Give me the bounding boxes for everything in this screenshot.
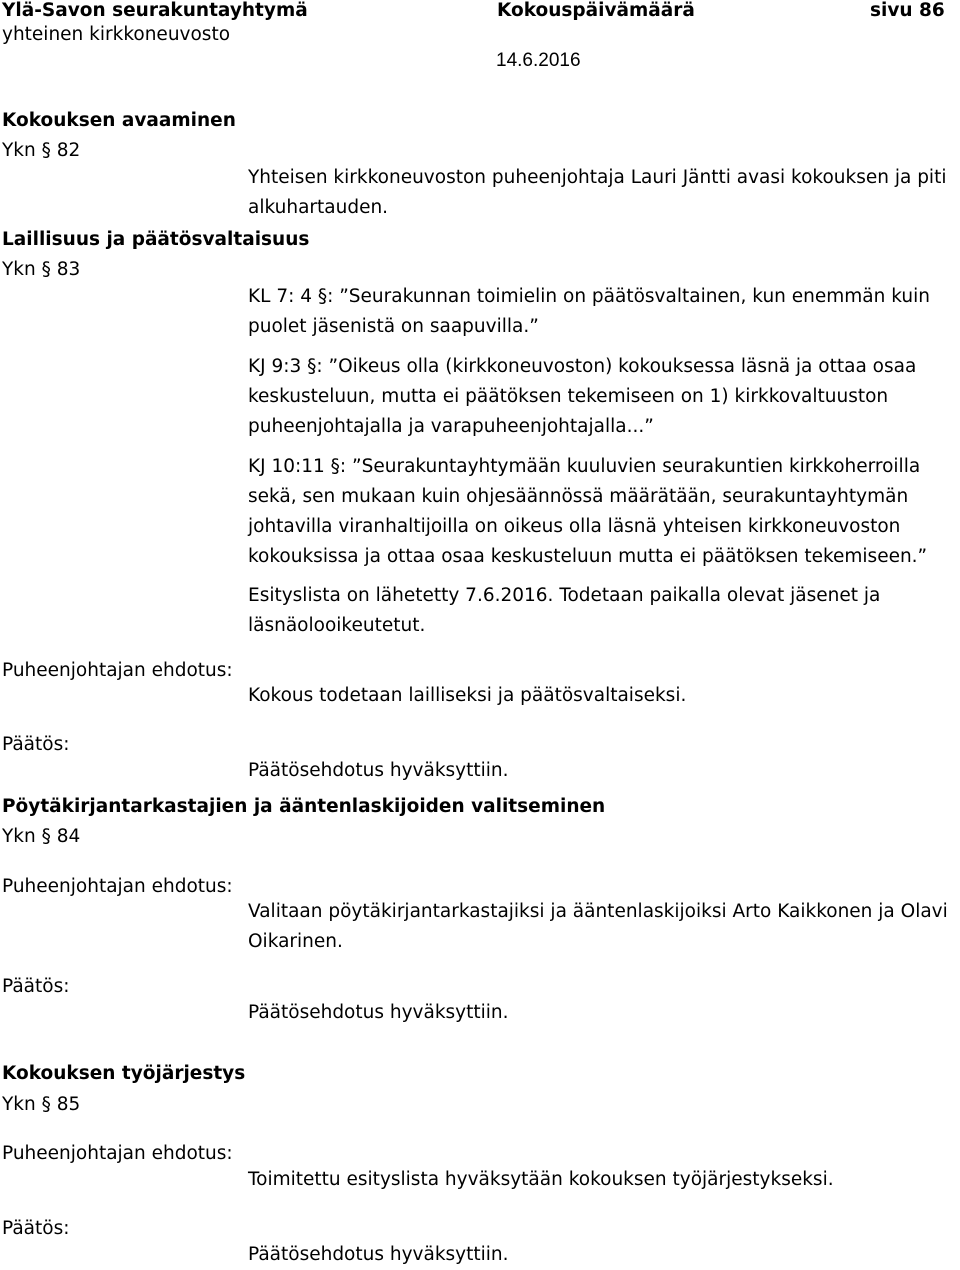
paragraph: Toimitettu esityslista hyväksytään kokouksen työjärjestykseksi. xyxy=(248,1169,834,1190)
paragraph: Päätösehdotus hyväksyttiin. xyxy=(248,760,509,781)
paragraph: Yhteisen kirkkoneuvoston puheenjohtaja Lauri Jäntti avasi kokouksen ja piti alkuhartauden. xyxy=(248,167,947,218)
section-number: Ykn § 82 xyxy=(2,140,81,161)
proposal-text xyxy=(248,681,960,711)
section-title: Pöytäkirjantarkastajien ja ääntenlaskijoiden valitseminen xyxy=(2,796,606,817)
body-name: yhteinen kirkkoneuvosto xyxy=(2,24,231,45)
proposal-text xyxy=(248,897,960,957)
section-title: Kokouksen avaaminen xyxy=(2,110,236,131)
decision-label: Päätös: xyxy=(2,734,70,755)
legal-quote xyxy=(248,452,960,572)
paragraph: KJ 9:3 §: ”Oikeus olla (kirkkoneuvoston) kokouksessa läsnä ja ottaa osaa keskusteluun, mutta ei päätöksen tekemiseen on 1) kirkkovaltuuston puheenjohtajalla ja varapuheenjohtajalla...” xyxy=(248,356,917,437)
proposal-text xyxy=(248,1165,960,1195)
paragraph: Kokous todetaan lailliseksi ja päätösvaltaiseksi. xyxy=(248,685,687,706)
proposal-label: Puheenjohtajan ehdotus: xyxy=(2,660,233,681)
section-text xyxy=(248,163,960,223)
paragraph: KL 7: 4 §: ”Seurakunnan toimielin on päätösvaltainen, kun enemmän kuin puolet jäsenistä on saapuvilla.” xyxy=(248,286,930,337)
proposal-label: Puheenjohtajan ehdotus: xyxy=(2,876,233,897)
legal-quote xyxy=(248,282,960,342)
section-number: Ykn § 85 xyxy=(2,1094,81,1115)
section-number: Ykn § 83 xyxy=(2,259,81,280)
decision-label: Päätös: xyxy=(2,976,70,997)
organization-name: Ylä-Savon seurakuntayhtymä xyxy=(2,0,308,21)
section-title: Kokouksen työjärjestys xyxy=(2,1063,246,1084)
legal-quote xyxy=(248,352,960,442)
paragraph: KJ 10:11 §: ”Seurakuntayhtymään kuuluvien seurakuntien kirkkoherroilla sekä, sen mukaan kuin ohjesäännössä määrätään, seurakuntayhtymän johtavilla viranhaltijoilla on oikeus olla läsnä yhteisen kirkkoneuvoston kokouksissa ja ottaa osaa keskusteluun mutta ei päätöksen tekemiseen.” xyxy=(248,456,928,567)
paragraph: Päätösehdotus hyväksyttiin. xyxy=(248,1002,509,1023)
meeting-date-label: Kokouspäivämäärä xyxy=(497,0,695,21)
decision-label: Päätös: xyxy=(2,1218,70,1239)
proposal-label: Puheenjohtajan ehdotus: xyxy=(2,1143,233,1164)
meeting-date: 14.6.2016 xyxy=(496,50,581,71)
paragraph: Valitaan pöytäkirjantarkastajiksi ja ääntenlaskijoiksi Arto Kaikkonen ja Olavi Oikarinen. xyxy=(248,901,948,952)
decision-text xyxy=(248,998,960,1028)
page-number: sivu 86 xyxy=(870,0,945,21)
agenda-note xyxy=(248,581,960,641)
section-title: Laillisuus ja päätösvaltaisuus xyxy=(2,229,310,250)
section-number: Ykn § 84 xyxy=(2,826,81,847)
decision-text xyxy=(248,756,960,786)
paragraph: Esityslista on lähetetty 7.6.2016. Todetaan paikalla olevat jäsenet ja läsnäolooikeutetut. xyxy=(248,585,881,636)
decision-text xyxy=(248,1240,960,1270)
paragraph: Päätösehdotus hyväksyttiin. xyxy=(248,1244,509,1265)
